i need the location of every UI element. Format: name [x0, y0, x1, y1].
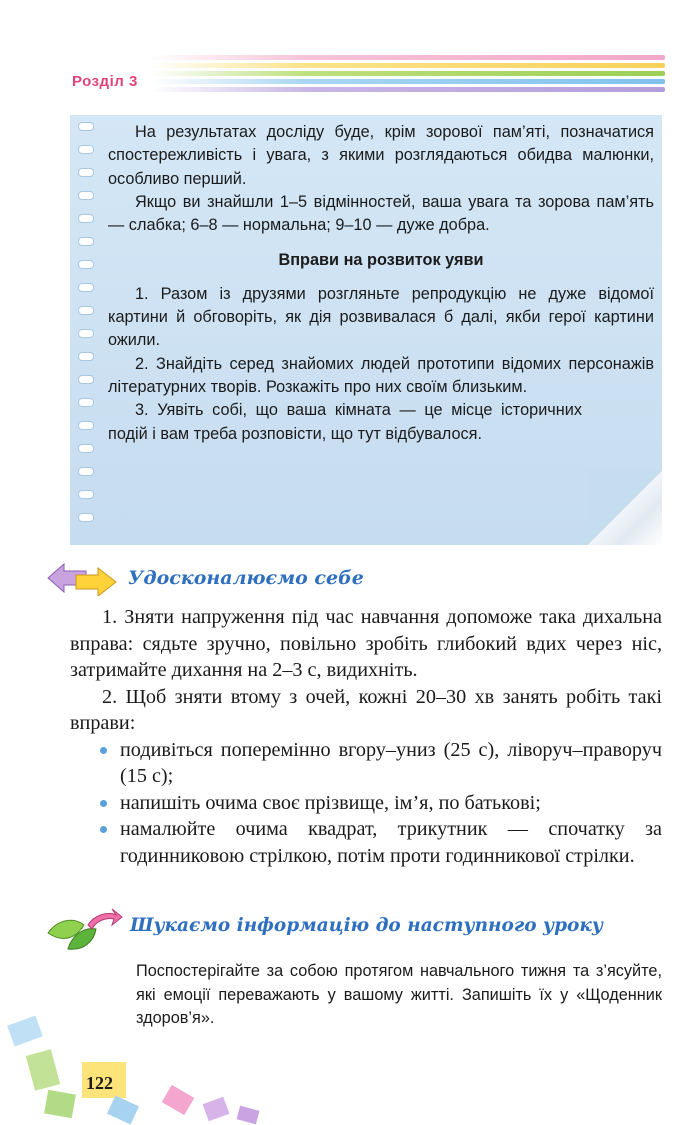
- improve-paragraph: 1. Зняти напруження під час навчання допоможе така дихальна вправа: сядьте зручно, повільно зробіть глибокий вдих через ніс, затримайте дихання на 2–3 с, видихніть.: [70, 606, 662, 681]
- search-heading: Шукаємо інформацію до наступного уроку: [130, 915, 603, 936]
- decor-shape: [26, 1049, 60, 1091]
- list-item: намалюйте очима квадрат, трикутник — спочатку за годинниковою стрілкою, потім проти годинникової стрілки.: [70, 816, 662, 869]
- decor-shape: [107, 1095, 139, 1124]
- improve-paragraph: 2. Щоб зняти втому з очей, кожні 20–30 хв занять робіть такі вправи:: [70, 685, 662, 734]
- search-paragraph: Поспостерігайте за собою протягом навчального тижня та з’ясуйте, які емоції переважають у вашому житті. Запишіть їх у «Щоденник здоров’я».: [136, 962, 662, 1027]
- bullet-icon: [100, 826, 107, 833]
- list-item: подивіться поперемінно вгору–униз (25 с), ліворуч–праворуч (15 с);: [70, 737, 662, 790]
- decor-shape: [44, 1090, 76, 1118]
- exercise-list: [70, 737, 662, 870]
- bullet-icon: [100, 747, 107, 754]
- exercise-item: 1. Разом із друзями розгляньте репродукцію не дуже відомої картини й обговоріть, як дія розвивалася б далі, якби герої картини ожили.: [108, 284, 654, 350]
- leaf-arrow-icon: [44, 905, 124, 957]
- double-arrow-icon: [46, 560, 118, 596]
- exercises-title: Вправи на розвиток уяви: [278, 251, 484, 270]
- exercise-item: 2. Знайдіть серед знайомих людей прототипи відомих персонажів літературних творів. Розкажіть про них своїм близьким.: [108, 354, 654, 396]
- decor-shape: [7, 1016, 43, 1047]
- bullet-icon: [100, 800, 107, 807]
- improve-heading: Удосконалюємо себе: [128, 567, 364, 589]
- improve-body: [70, 604, 662, 869]
- decor-shape: [237, 1106, 260, 1125]
- page-curl-decoration: [587, 470, 662, 545]
- decor-shape: [162, 1085, 195, 1115]
- notebook-rings: [72, 118, 98, 543]
- list-item: напишіть очима своє прізвище, ім’я, по батькові;: [70, 790, 662, 817]
- section-label: Розділ 3: [72, 73, 138, 90]
- header-stripes: [150, 55, 665, 101]
- decor-shape: [203, 1097, 230, 1121]
- search-body: [136, 960, 662, 1031]
- page-number: 122: [86, 1073, 113, 1093]
- notebook-text: [108, 121, 654, 446]
- notebook-paragraph: На результатах досліду буде, крім зорової пам’яті, позначатися спостережливість і увага, з якими розглядаються обидва малюнки, особливо перший.: [108, 123, 654, 188]
- notebook-paragraph: Якщо ви знайшли 1–5 відмінностей, ваша увага та зорова пам’ять — слабка; 6–8 — нормальна; 9–10 — дуже добра.: [108, 192, 654, 235]
- exercise-item: 3. Уявіть собі, що ваша кімната — це місце історичних подій і вам треба розповісти, що тут відбувалося.: [108, 401, 582, 443]
